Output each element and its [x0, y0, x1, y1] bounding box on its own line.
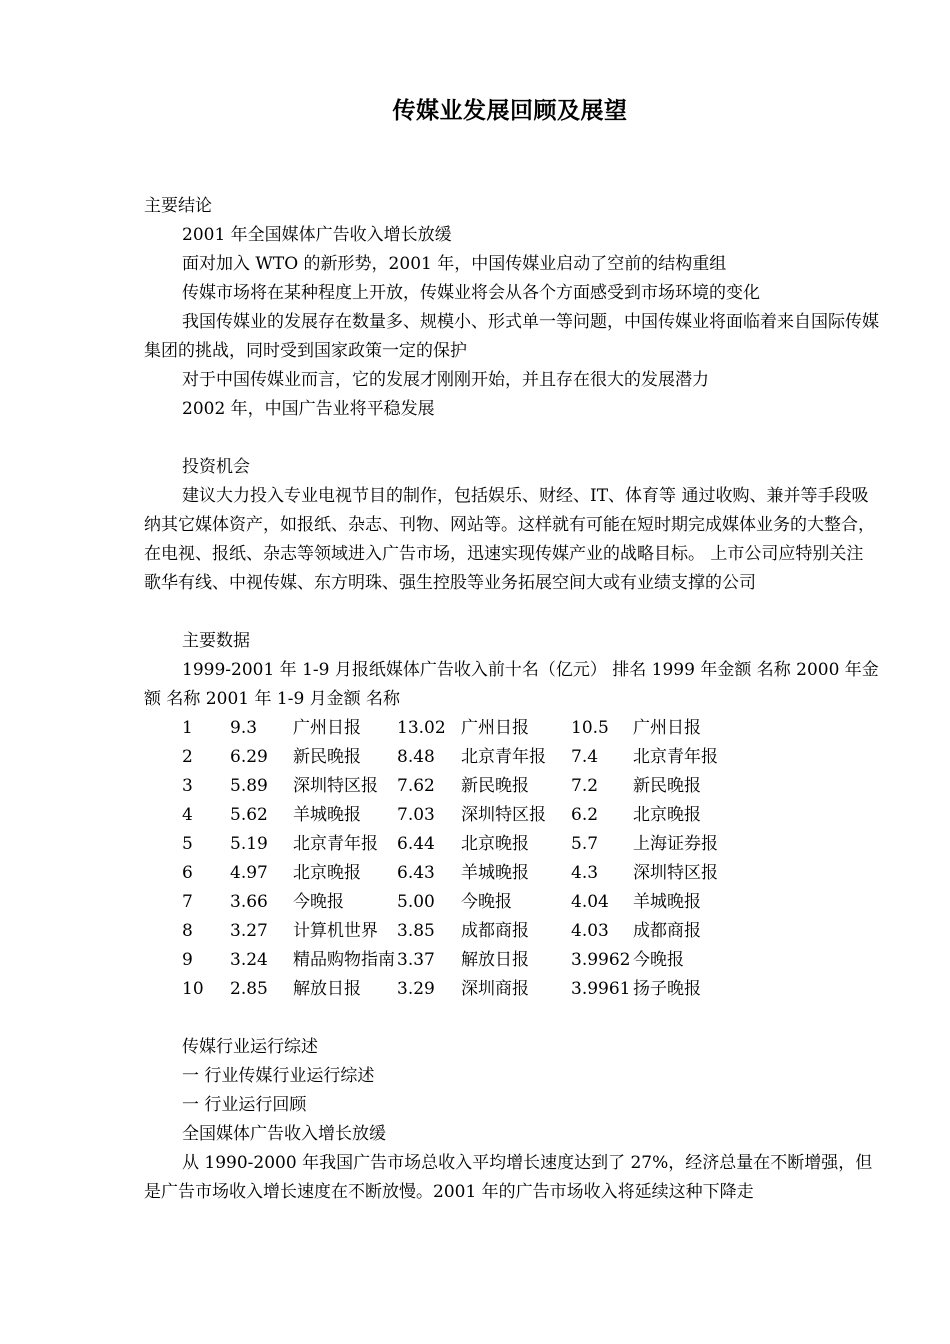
table-row — [144, 975, 880, 1004]
table-cell-1999-value: 3.66 — [230, 892, 268, 912]
table-cell-2001-name: 北京晚报 — [633, 805, 701, 825]
document-body — [144, 192, 880, 1207]
table-cell-2001-value: 4.04 — [571, 892, 609, 912]
table-cell-rank: 7 — [182, 892, 193, 912]
table-row — [144, 801, 880, 830]
table-cell-2001-value: 3.9962 — [571, 950, 631, 970]
table-cell-2000-value: 3.37 — [397, 950, 435, 970]
table-cell-2000-value: 13.02 — [397, 718, 446, 738]
investment-paragraph: 建议大力投入专业电视节目的制作，包括娱乐、财经、IT、体育等 通过收购、兼并等手段吸纳其它媒体资产，如报纸、杂志、刊物、网站等。这样就有可能在短时期完成媒体业务的大整合，在电视、报纸、杂志等领域进入广告市场，迅速实现传媒产业的战略目标。 上市公司应特别关注歌华有线、中视传媒、东方明珠、强生控股等业务拓展空间大或有业绩支撑的公司 — [144, 486, 875, 593]
table-cell-2001-value: 6.2 — [571, 805, 599, 825]
section-heading-data: 主要数据 — [182, 631, 250, 651]
table-cell-2000-value: 3.29 — [397, 979, 435, 999]
table-cell-2000-value: 6.43 — [397, 863, 435, 883]
table-row — [144, 772, 880, 801]
table-caption: 1999-2001 年 1-9 月报纸媒体广告收入前十名（亿元） 排名 1999 年金额 名称 2000 年金额 名称 2001 年 1-9 月金额 名称 — [144, 660, 879, 709]
conclusion-paragraph: 对于中国传媒业而言，它的发展才刚刚开始，并且存在很大的发展潜力 — [182, 370, 709, 390]
table-cell-1999-name: 北京晚报 — [293, 863, 361, 883]
table-cell-rank: 9 — [182, 950, 193, 970]
conclusion-paragraph: 面对加入 WTO 的新形势，2001 年，中国传媒业启动了空前的结构重组 — [182, 254, 727, 274]
table-cell-2000-name: 北京晚报 — [461, 834, 529, 854]
table-cell-rank: 5 — [182, 834, 193, 854]
blank-line — [144, 598, 880, 627]
table-cell-2001-value: 4.03 — [571, 921, 609, 941]
table-cell-2001-value: 5.7 — [571, 834, 599, 854]
blank-line — [144, 1004, 880, 1033]
table-cell-1999-name: 计算机世界 — [293, 921, 378, 941]
table-cell-2001-value: 7.4 — [571, 747, 599, 767]
table-cell-rank: 2 — [182, 747, 193, 767]
section-heading-investment: 投资机会 — [182, 457, 250, 477]
table-row — [144, 714, 880, 743]
table-cell-2001-name: 新民晚报 — [633, 776, 701, 796]
table-cell-2000-value: 3.85 — [397, 921, 435, 941]
table-cell-2001-name: 羊城晚报 — [633, 892, 701, 912]
table-cell-rank: 3 — [182, 776, 193, 796]
table-cell-2001-value: 7.2 — [571, 776, 599, 796]
table-row — [144, 946, 880, 975]
table-cell-1999-value: 5.62 — [230, 805, 268, 825]
table-cell-1999-name: 北京青年报 — [293, 834, 378, 854]
table-cell-2001-name: 扬子晚报 — [633, 979, 701, 999]
conclusion-paragraph: 我国传媒业的发展存在数量多、规模小、形式单一等问题，中国传媒业将面临着来自国际传媒集团的挑战，同时受到国家政策一定的保护 — [144, 312, 879, 361]
table-row — [144, 917, 880, 946]
table-cell-1999-name: 广州日报 — [293, 718, 361, 738]
table-cell-2000-name: 成都商报 — [461, 921, 529, 941]
conclusion-paragraph: 2001 年全国媒体广告收入增长放缓 — [182, 225, 452, 245]
table-row — [144, 888, 880, 917]
table-cell-1999-name: 羊城晚报 — [293, 805, 361, 825]
table-cell-2001-name: 成都商报 — [633, 921, 701, 941]
conclusion-paragraph: 2002 年，中国广告业将平稳发展 — [182, 399, 435, 419]
table-cell-2000-name: 广州日报 — [461, 718, 529, 738]
table-cell-1999-value: 3.24 — [230, 950, 268, 970]
review-paragraph: 从 1990-2000 年我国广告市场总收入平均增长速度达到了 27%，经济总量在不断增强，但是广告市场收入增长速度在不断放慢。2001 年的广告市场收入将延续这种下降走 — [144, 1153, 873, 1202]
table-cell-2000-name: 今晚报 — [461, 892, 512, 912]
table-cell-1999-name: 精品购物指南 — [293, 950, 395, 970]
table-cell-rank: 10 — [182, 979, 204, 999]
table-row — [144, 743, 880, 772]
table-row — [144, 859, 880, 888]
page-title: 传媒业发展回顾及展望 — [392, 97, 628, 124]
blank-line — [144, 424, 880, 453]
ad-revenue-table — [144, 714, 880, 1004]
table-cell-1999-value: 6.29 — [230, 747, 268, 767]
table-cell-rank: 4 — [182, 805, 193, 825]
table-cell-2000-name: 北京青年报 — [461, 747, 546, 767]
table-cell-rank: 1 — [182, 718, 193, 738]
table-cell-2000-value: 7.03 — [397, 805, 435, 825]
table-cell-2001-value: 10.5 — [571, 718, 609, 738]
conclusion-paragraph: 传媒市场将在某种程度上开放，传媒业将会从各个方面感受到市场环境的变化 — [182, 283, 760, 303]
table-cell-1999-name: 今晚报 — [293, 892, 344, 912]
section-heading-review: 传媒行业运行综述 — [182, 1037, 318, 1057]
section-heading-conclusions: 主要结论 — [144, 196, 212, 216]
table-cell-2000-value: 7.62 — [397, 776, 435, 796]
table-row — [144, 830, 880, 859]
table-cell-2001-name: 上海证券报 — [633, 834, 718, 854]
table-cell-1999-name: 解放日报 — [293, 979, 361, 999]
table-cell-1999-value: 9.3 — [230, 718, 258, 738]
table-cell-rank: 6 — [182, 863, 193, 883]
table-cell-1999-value: 5.89 — [230, 776, 268, 796]
table-cell-1999-name: 新民晚报 — [293, 747, 361, 767]
table-cell-2001-name: 深圳特区报 — [633, 863, 718, 883]
review-subheading: 一 行业运行回顾 — [182, 1095, 307, 1115]
review-subheading: 全国媒体广告收入增长放缓 — [182, 1124, 386, 1144]
table-cell-2001-value: 3.9961 — [571, 979, 631, 999]
table-cell-2000-name: 深圳特区报 — [461, 805, 546, 825]
table-cell-1999-name: 深圳特区报 — [293, 776, 378, 796]
review-subheading: 一 行业传媒行业运行综述 — [182, 1066, 375, 1086]
table-cell-2000-name: 深圳商报 — [461, 979, 529, 999]
table-cell-2001-name: 今晚报 — [633, 950, 684, 970]
table-cell-2000-value: 6.44 — [397, 834, 435, 854]
table-cell-1999-value: 4.97 — [230, 863, 268, 883]
table-cell-1999-value: 5.19 — [230, 834, 268, 854]
table-cell-2000-value: 8.48 — [397, 747, 435, 767]
table-cell-2000-value: 5.00 — [397, 892, 435, 912]
table-cell-2000-name: 解放日报 — [461, 950, 529, 970]
table-cell-rank: 8 — [182, 921, 193, 941]
table-cell-2001-value: 4.3 — [571, 863, 599, 883]
table-cell-2001-name: 广州日报 — [633, 718, 701, 738]
table-cell-2000-name: 新民晚报 — [461, 776, 529, 796]
table-cell-2001-name: 北京青年报 — [633, 747, 718, 767]
table-cell-1999-value: 3.27 — [230, 921, 268, 941]
table-cell-1999-value: 2.85 — [230, 979, 268, 999]
table-cell-2000-name: 羊城晚报 — [461, 863, 529, 883]
